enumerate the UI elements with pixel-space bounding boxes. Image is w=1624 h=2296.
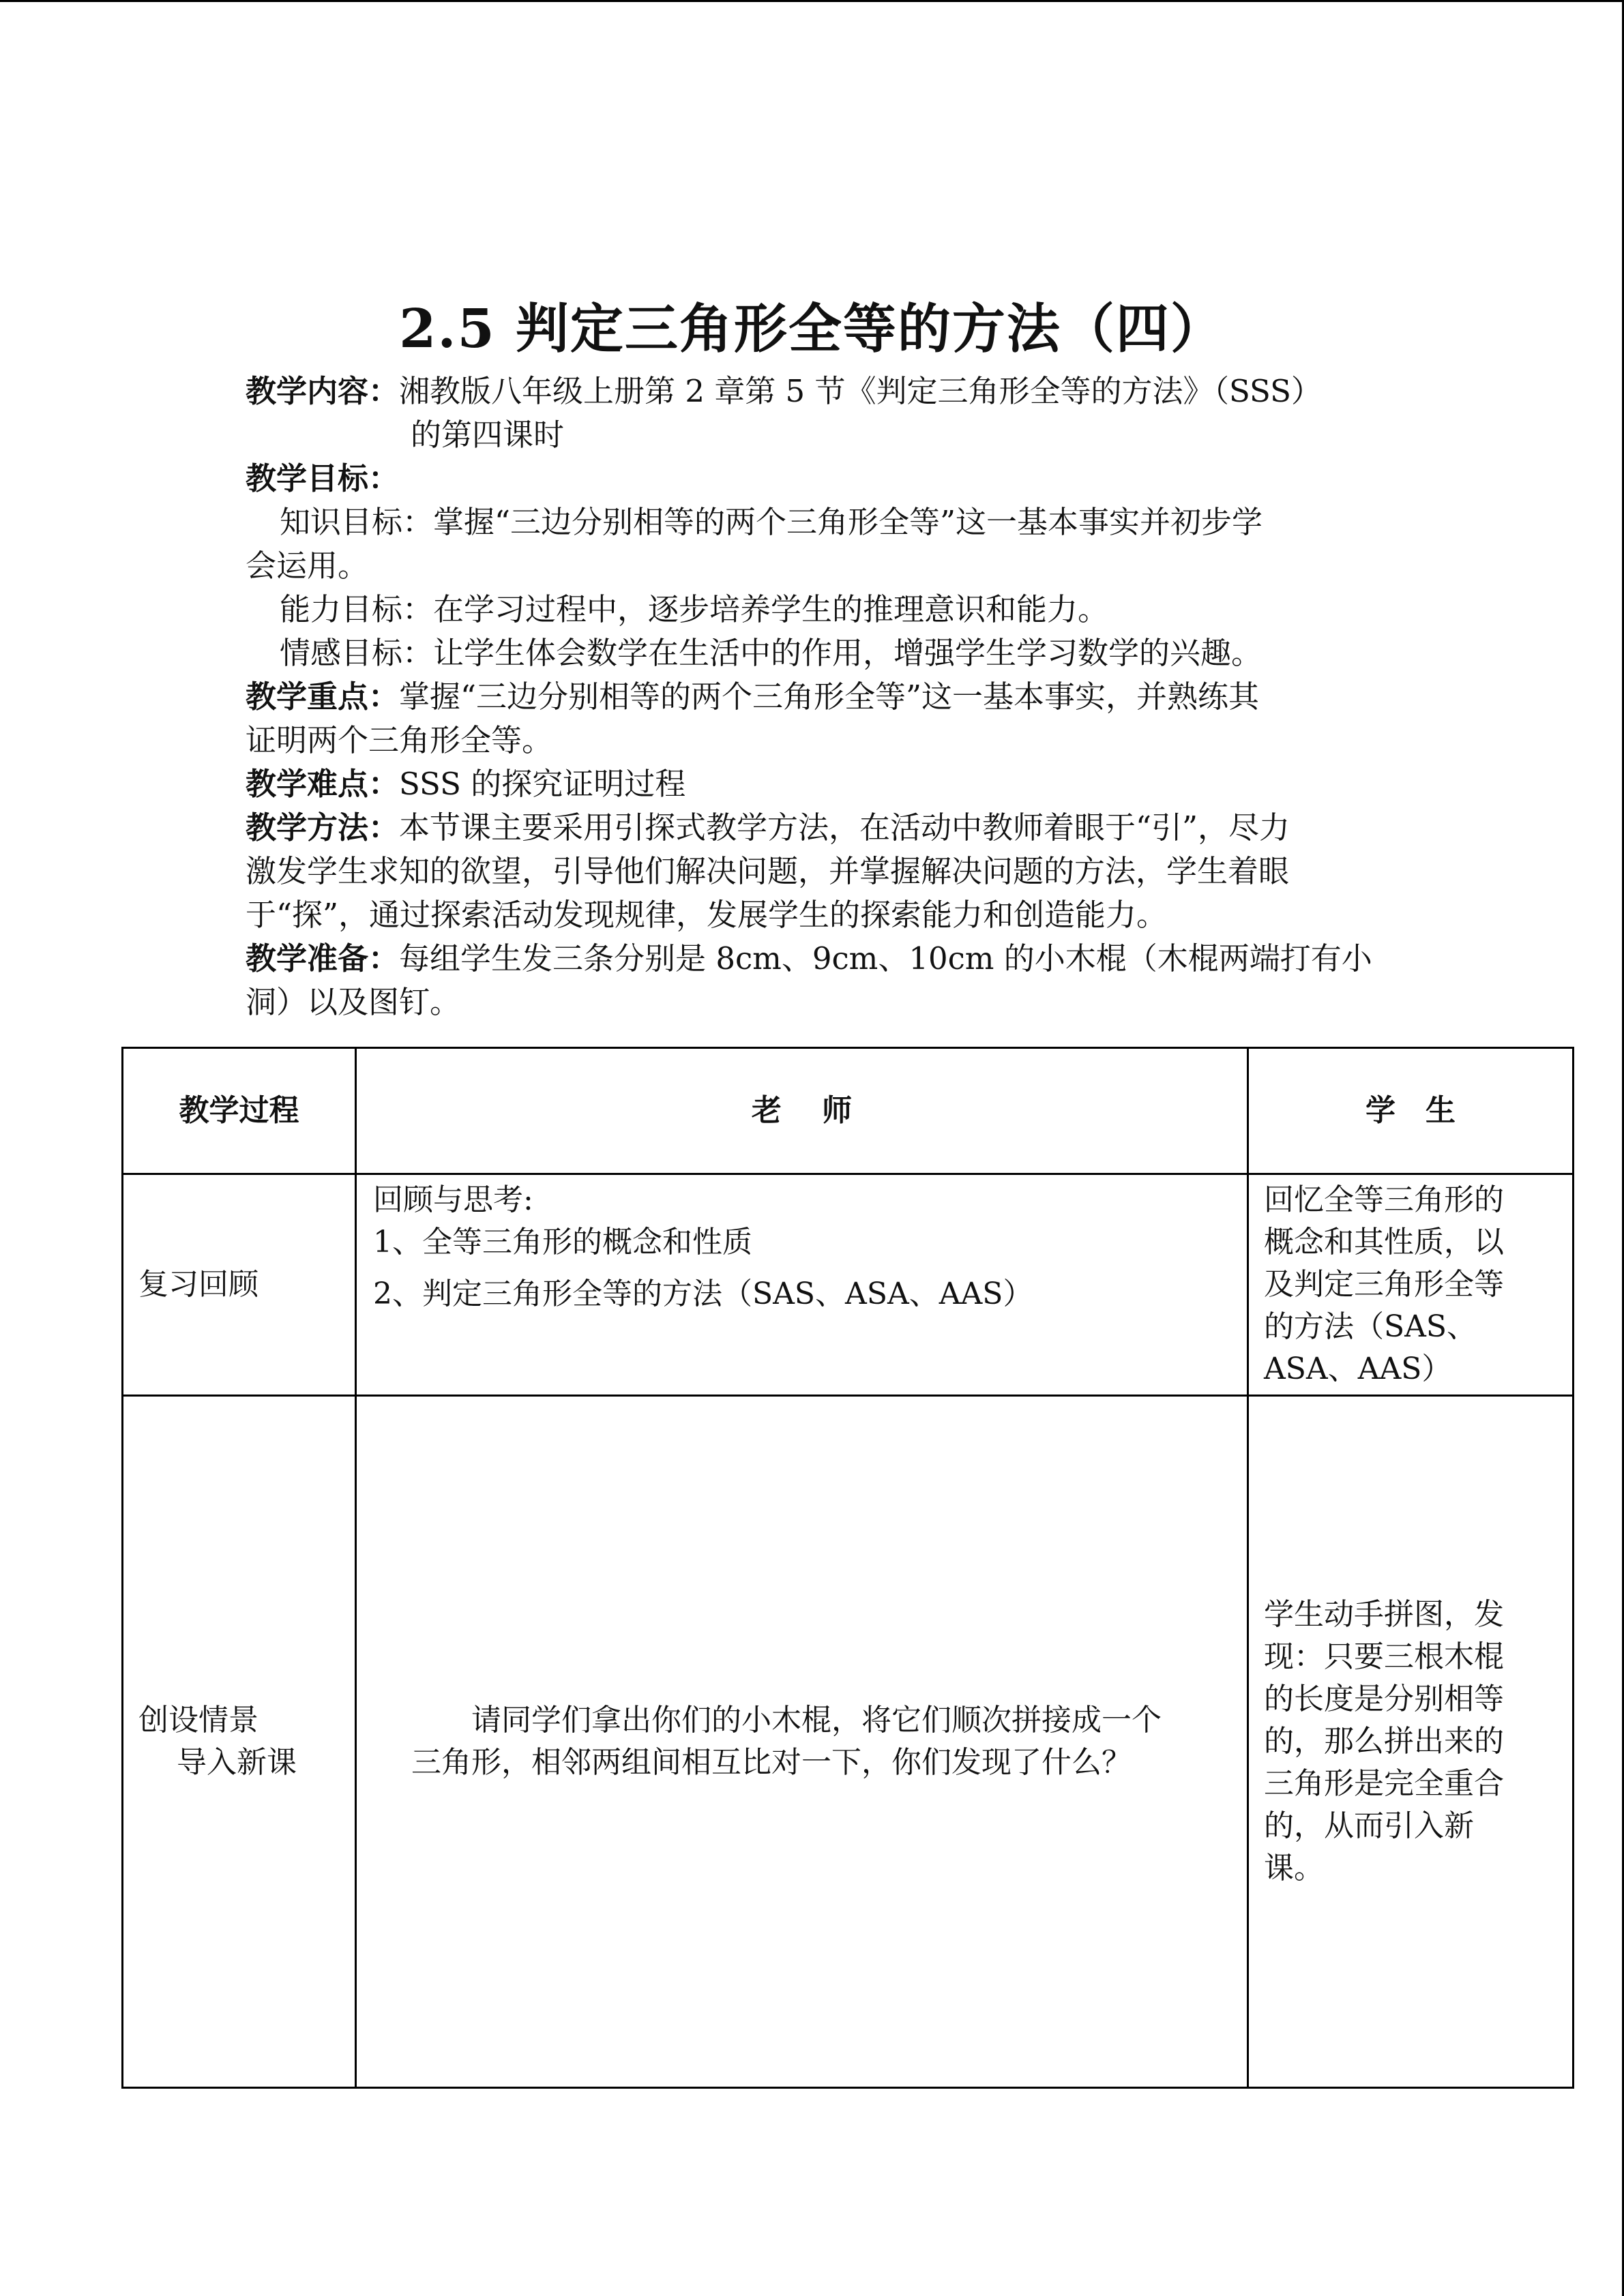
key-label: 教学重点： [246, 679, 400, 715]
lesson-intro [246, 370, 1391, 1024]
teacher-review [356, 1174, 1248, 1396]
difficulty-label: 教学难点： [246, 766, 400, 802]
student-review-line: ASA、AAS） [1264, 1352, 1452, 1386]
goal-ability: 能力目标：在学习过程中，逐步培养学生的推理意识和能力。 [280, 591, 1109, 627]
student-create-line: 现：只要三根木棍 [1264, 1639, 1504, 1674]
teacher-create-line-2: 三角形，相邻两组间相互比对一下，你们发现了什么？ [411, 1745, 1132, 1780]
student-create-line: 课。 [1264, 1851, 1324, 1885]
table-header-row [123, 1048, 1574, 1174]
student-create-line: 的长度是分别相等 [1264, 1682, 1504, 1716]
student-create [1248, 1396, 1574, 2088]
goals-heading [246, 457, 1391, 501]
page-title: 2.5 判定三角形全等的方法（四） [399, 298, 1225, 360]
prep-line [246, 937, 1391, 981]
content-label: 教学内容： [246, 373, 400, 409]
prep-text: 每组学生发三条分别是 8cm、9cm、10cm 的小木棍（木棍两端打有小 [399, 940, 1372, 976]
difficulty-text: SSS 的探究证明过程 [399, 766, 686, 802]
student-review-line: 及判定三角形全等 [1264, 1267, 1504, 1302]
method-text: 本节课主要采用引探式教学方法，在活动中教师着眼于“引”，尽力 [399, 809, 1290, 846]
key-text: 掌握“三边分别相等的两个三角形全等”这一基本事实，并熟练其 [399, 679, 1260, 715]
page-border-top [0, 0, 1624, 2]
header-process: 教学过程 [123, 1048, 356, 1174]
header-student: 学 生 [1248, 1048, 1574, 1174]
goal-emotion: 情感目标：让学生体会数学在生活中的作用，增强学生学习数学的兴趣。 [280, 635, 1263, 671]
header-teacher: 老 师 [356, 1048, 1248, 1174]
teacher-create-line-1: 请同学们拿出你们的小木棍，将它们顺次拼接成一个 [471, 1703, 1162, 1738]
student-create-line: 的，那么拼出来的 [1264, 1724, 1504, 1759]
goal-knowledge: 知识目标：掌握“三边分别相等的两个三角形全等”这一基本事实并初步学 [280, 504, 1263, 540]
teacher-create [356, 1396, 1248, 2088]
stage-review: 复习回顾 [123, 1174, 356, 1396]
student-create-line: 的，从而引入新 [1264, 1808, 1474, 1843]
teacher-review-line: 回顾与思考: [373, 1182, 533, 1217]
teacher-review-line: 1、全等三角形的概念和性质 [373, 1225, 752, 1259]
table-row-create [123, 1396, 1574, 2088]
student-review-line: 概念和其性质，以 [1264, 1225, 1504, 1259]
method-line [246, 806, 1391, 850]
table-row-review [123, 1174, 1574, 1396]
key-line-2: 证明两个三角形全等。 [246, 722, 553, 758]
student-create-line: 学生动手拼图，发 [1264, 1597, 1504, 1632]
goals-label: 教学目标： [246, 460, 400, 496]
stage-create [123, 1396, 356, 2088]
content-line-2: 的第四课时 [411, 417, 565, 453]
stage-create-line-2: 导入新课 [177, 1745, 297, 1780]
prep-label: 教学准备： [246, 940, 400, 976]
stage-create-line-1: 创设情景 [138, 1703, 259, 1738]
method-line-3: 于“探”，通过探索活动发现规律，发展学生的探索能力和创造能力。 [246, 897, 1168, 933]
difficulty-line [246, 762, 1391, 806]
goal-knowledge-cont: 会运用。 [246, 548, 369, 584]
content-text: 湘教版八年级上册第 2 章第 5 节《判定三角形全等的方法》（SSS） [399, 373, 1322, 409]
prep-line-2: 洞）以及图钉。 [246, 984, 461, 1020]
student-review-line: 的方法（SAS、 [1264, 1309, 1477, 1344]
student-create-line: 三角形是完全重合 [1264, 1766, 1504, 1801]
student-review [1248, 1174, 1574, 1396]
method-line-2: 激发学生求知的欲望，引导他们解决问题，并掌握解决问题的方法，学生着眼 [246, 853, 1290, 889]
method-label: 教学方法： [246, 809, 400, 846]
teacher-review-line: 2、判定三角形全等的方法（SAS、ASA、AAS） [373, 1277, 1033, 1311]
student-review-line: 回忆全等三角形的 [1264, 1182, 1504, 1217]
lesson-process-table [121, 1047, 1574, 2089]
content-line [246, 370, 1391, 413]
key-line [246, 675, 1391, 719]
